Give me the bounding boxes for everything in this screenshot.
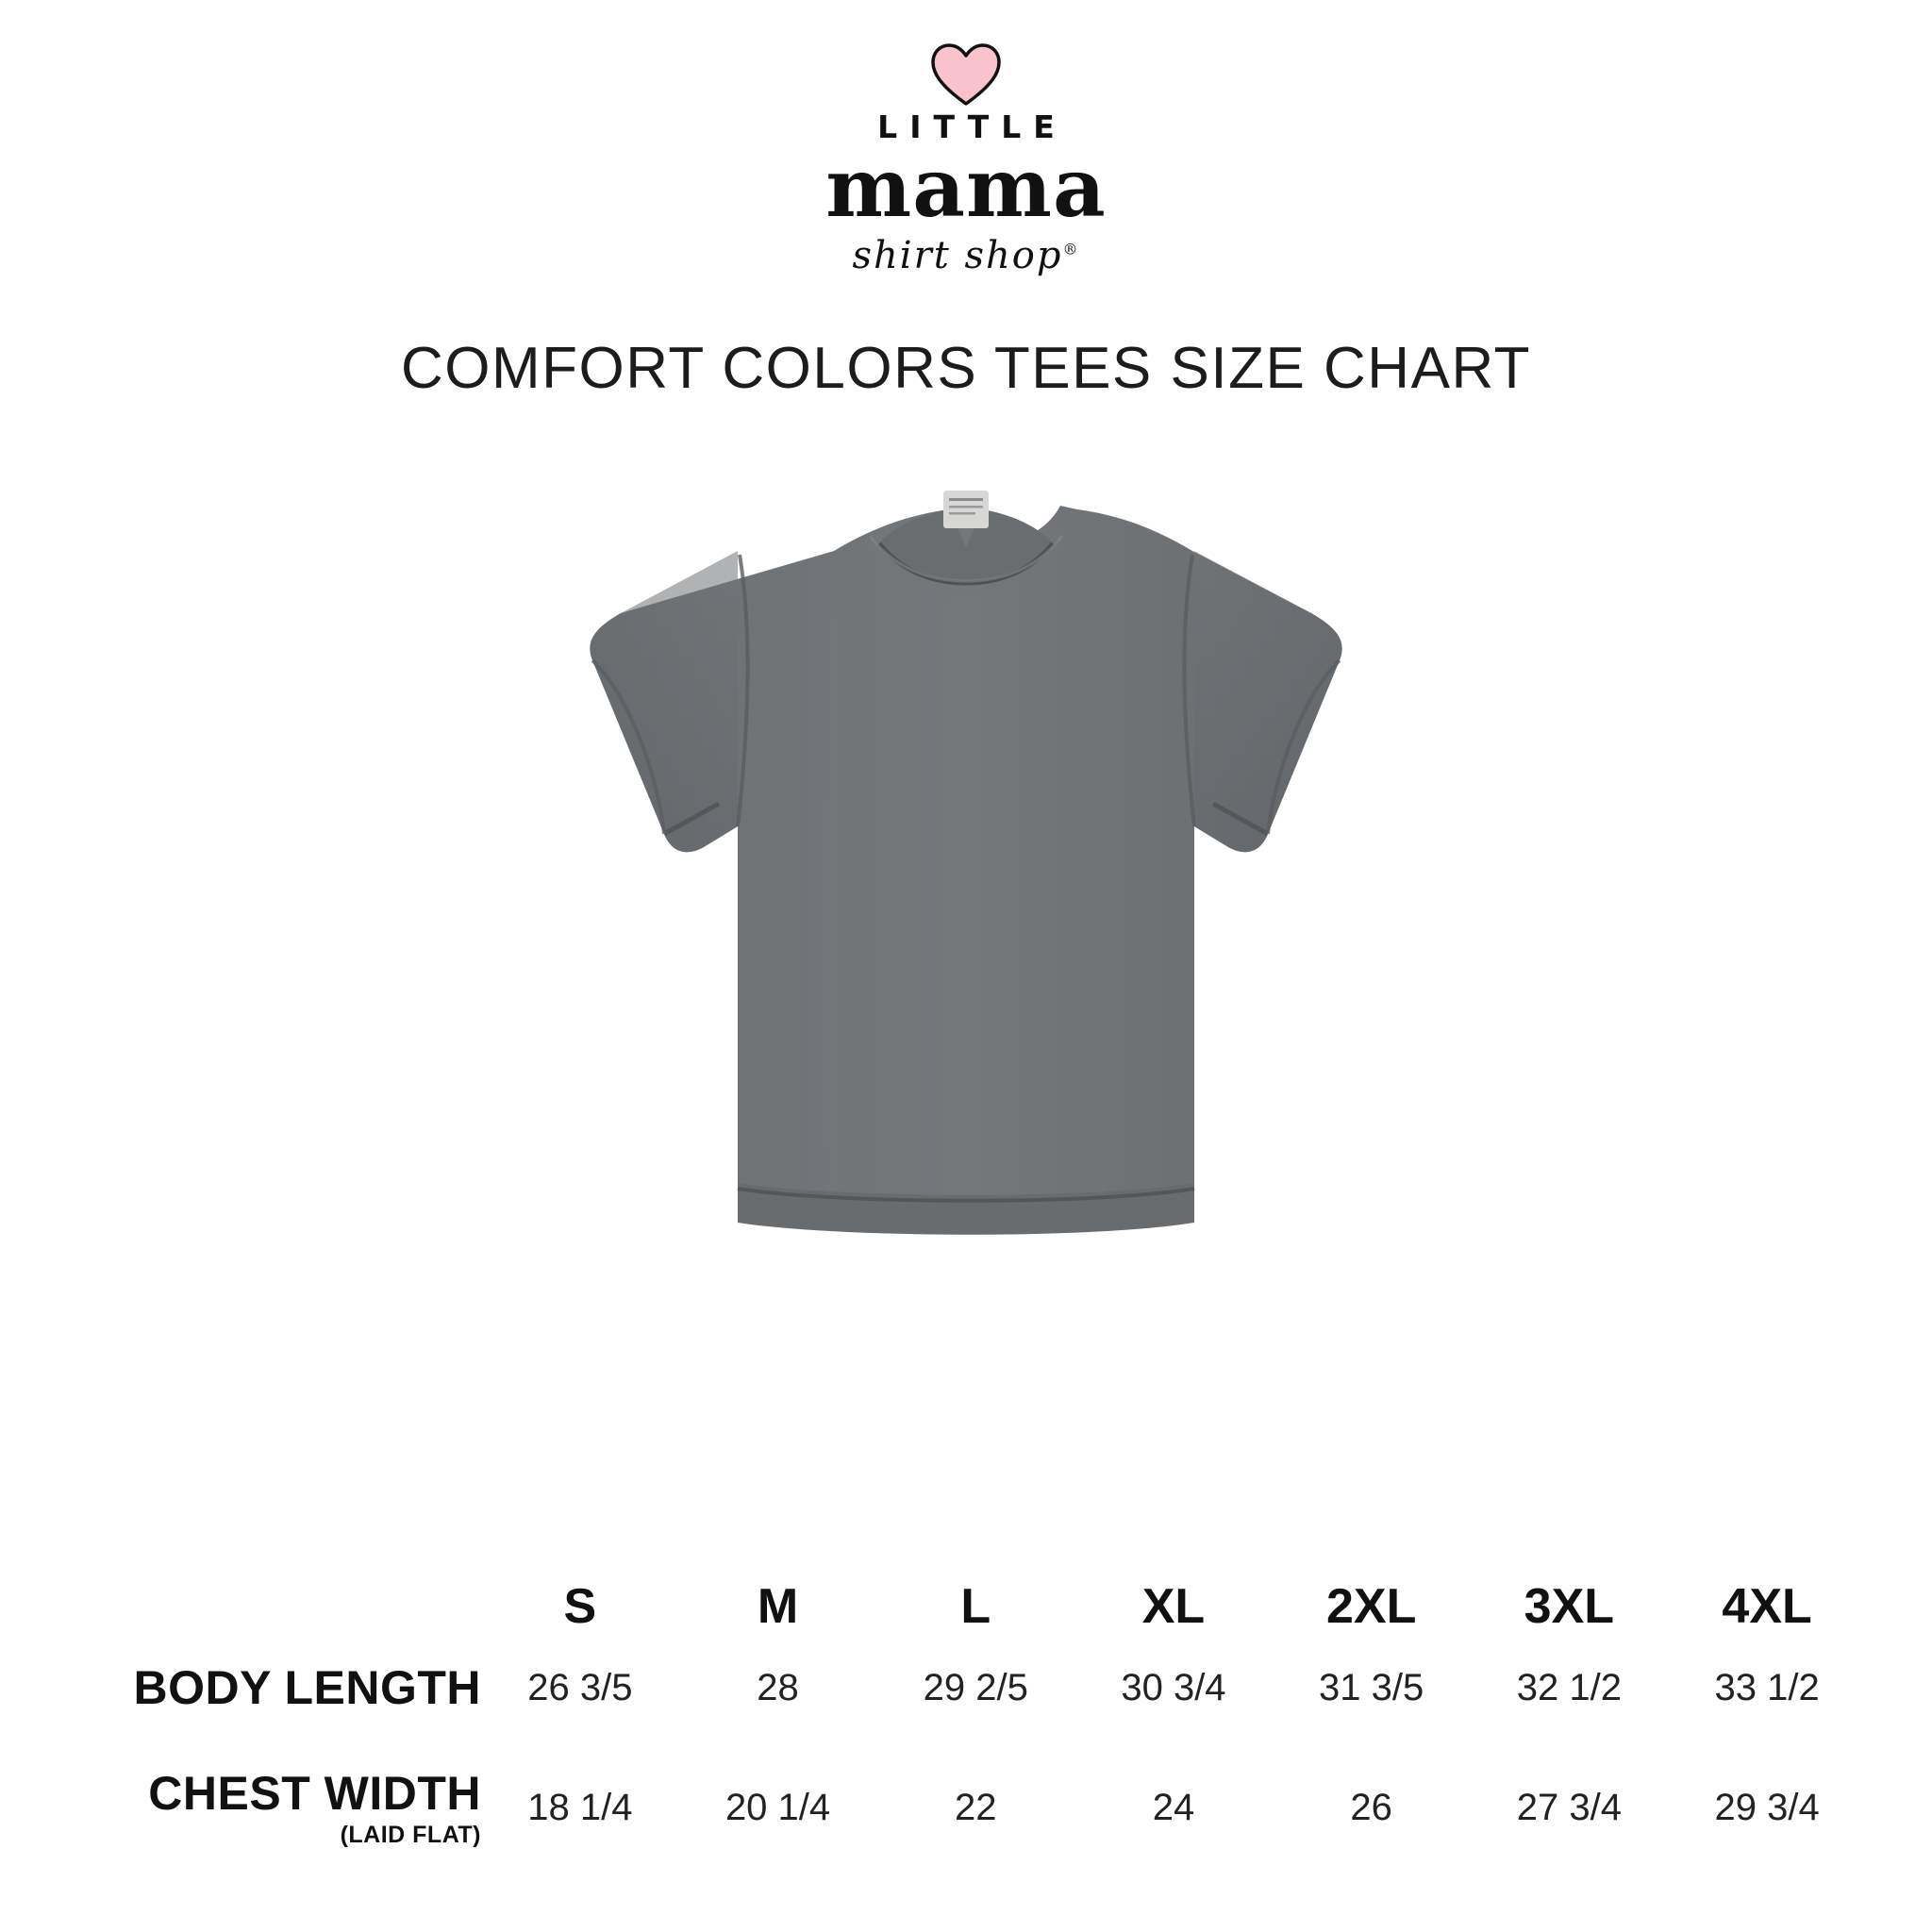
table-row-chest-width	[66, 1740, 1866, 1875]
row-label-chest-width	[66, 1740, 481, 1875]
chest-width-3xl: 27 3/4	[1516, 1787, 1622, 1829]
row-label-chest-width-note: (LAID FLAT)	[340, 1821, 481, 1848]
body-length-2xl: 31 3/5	[1319, 1666, 1424, 1708]
body-length-xl: 30 3/4	[1121, 1666, 1226, 1708]
brand-line-little: LITTLE	[877, 108, 1067, 145]
table-row-body-length	[66, 1635, 1866, 1741]
size-header-2xl: 2XL	[1325, 1578, 1417, 1634]
brand-line-shirtshop-text: shirt shop	[852, 234, 1063, 277]
size-header-l: L	[960, 1578, 991, 1634]
size-header-4xl: 4XL	[1722, 1578, 1812, 1634]
chest-width-s: 18 1/4	[527, 1787, 633, 1829]
size-header-3xl: 3XL	[1524, 1578, 1615, 1634]
size-header-s: S	[563, 1578, 597, 1634]
chest-width-xl: 24	[1152, 1787, 1195, 1829]
registered-mark: ®	[1062, 240, 1080, 258]
brand-line-mama: mama	[825, 141, 1107, 236]
page-title: COMFORT COLORS TEES SIZE CHART	[401, 336, 1531, 401]
size-header-xl: XL	[1141, 1578, 1206, 1634]
table-header-row	[66, 1578, 1866, 1635]
tshirt-illustration	[523, 457, 1409, 1343]
body-length-l: 29 2/5	[923, 1666, 1028, 1708]
size-chart-table-area	[0, 1578, 1932, 1875]
row-label-chest-width-text: CHEST WIDTH	[148, 1767, 481, 1821]
heart-icon	[930, 43, 1002, 106]
size-chart-table	[66, 1578, 1866, 1875]
size-header-m: M	[757, 1578, 799, 1634]
chest-width-4xl: 29 3/4	[1714, 1787, 1820, 1829]
body-length-m: 28	[757, 1666, 799, 1708]
body-length-3xl: 32 1/2	[1516, 1666, 1622, 1708]
body-length-s: 26 3/5	[527, 1666, 633, 1708]
brand-logo	[0, 0, 1932, 275]
grey-tshirt-photo	[523, 457, 1409, 1343]
body-length-4xl: 33 1/2	[1714, 1666, 1820, 1708]
product-image-area	[0, 457, 1932, 1343]
chest-width-2xl: 26	[1350, 1787, 1392, 1829]
brand-line-shirtshop	[0, 234, 1932, 277]
chest-width-m: 20 1/4	[724, 1787, 831, 1829]
row-label-body-length: BODY LENGTH	[133, 1660, 481, 1714]
table-corner-cell	[66, 1578, 481, 1635]
chest-width-l: 22	[955, 1787, 997, 1829]
